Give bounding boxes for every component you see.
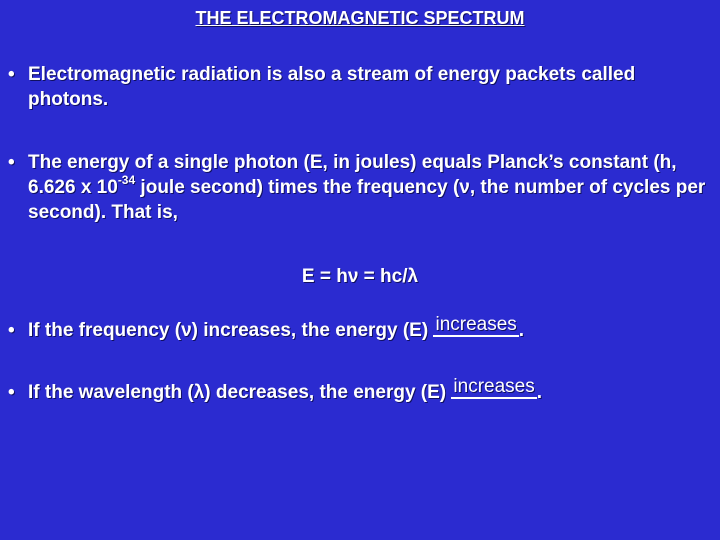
frequency-answer: increases <box>435 314 517 335</box>
bullet-dot: • <box>8 64 15 85</box>
bullet-text <box>28 314 708 343</box>
planck-text-part1: The energy of a single photon (E, in joules) equals Planck’s constant (h, 6.626 x 10 <box>28 152 677 198</box>
bullet-text <box>28 376 708 405</box>
bullet-text: Electromagnetic radiation is also a stream of energy packets called photons. <box>28 64 636 110</box>
bullet-dot: • <box>8 152 15 173</box>
bullet-planck <box>8 150 708 225</box>
frequency-period: . <box>518 320 525 341</box>
energy-equation: E = hν = hc/λ <box>301 266 419 287</box>
bullet-dot: • <box>8 320 15 341</box>
bullet-photons <box>8 62 708 112</box>
wavelength-answer: increases <box>453 376 535 397</box>
planck-text-part2: joule second) times the frequency (ν, the number of cycles per second). That is, <box>28 177 706 223</box>
wavelength-period: . <box>536 382 543 403</box>
slide-title: THE ELECTROMAGNETIC SPECTRUM <box>195 8 525 28</box>
wavelength-question: If the wavelength (λ) decreases, the energy (E) <box>28 382 452 403</box>
planck-exponent: -34 <box>117 172 136 187</box>
bullet-dot: • <box>8 382 15 403</box>
bullet-wavelength <box>8 376 708 405</box>
bullet-frequency <box>8 314 708 343</box>
frequency-question: If the frequency (ν) increases, the energy (E) <box>28 320 434 341</box>
bullet-text <box>28 150 708 225</box>
